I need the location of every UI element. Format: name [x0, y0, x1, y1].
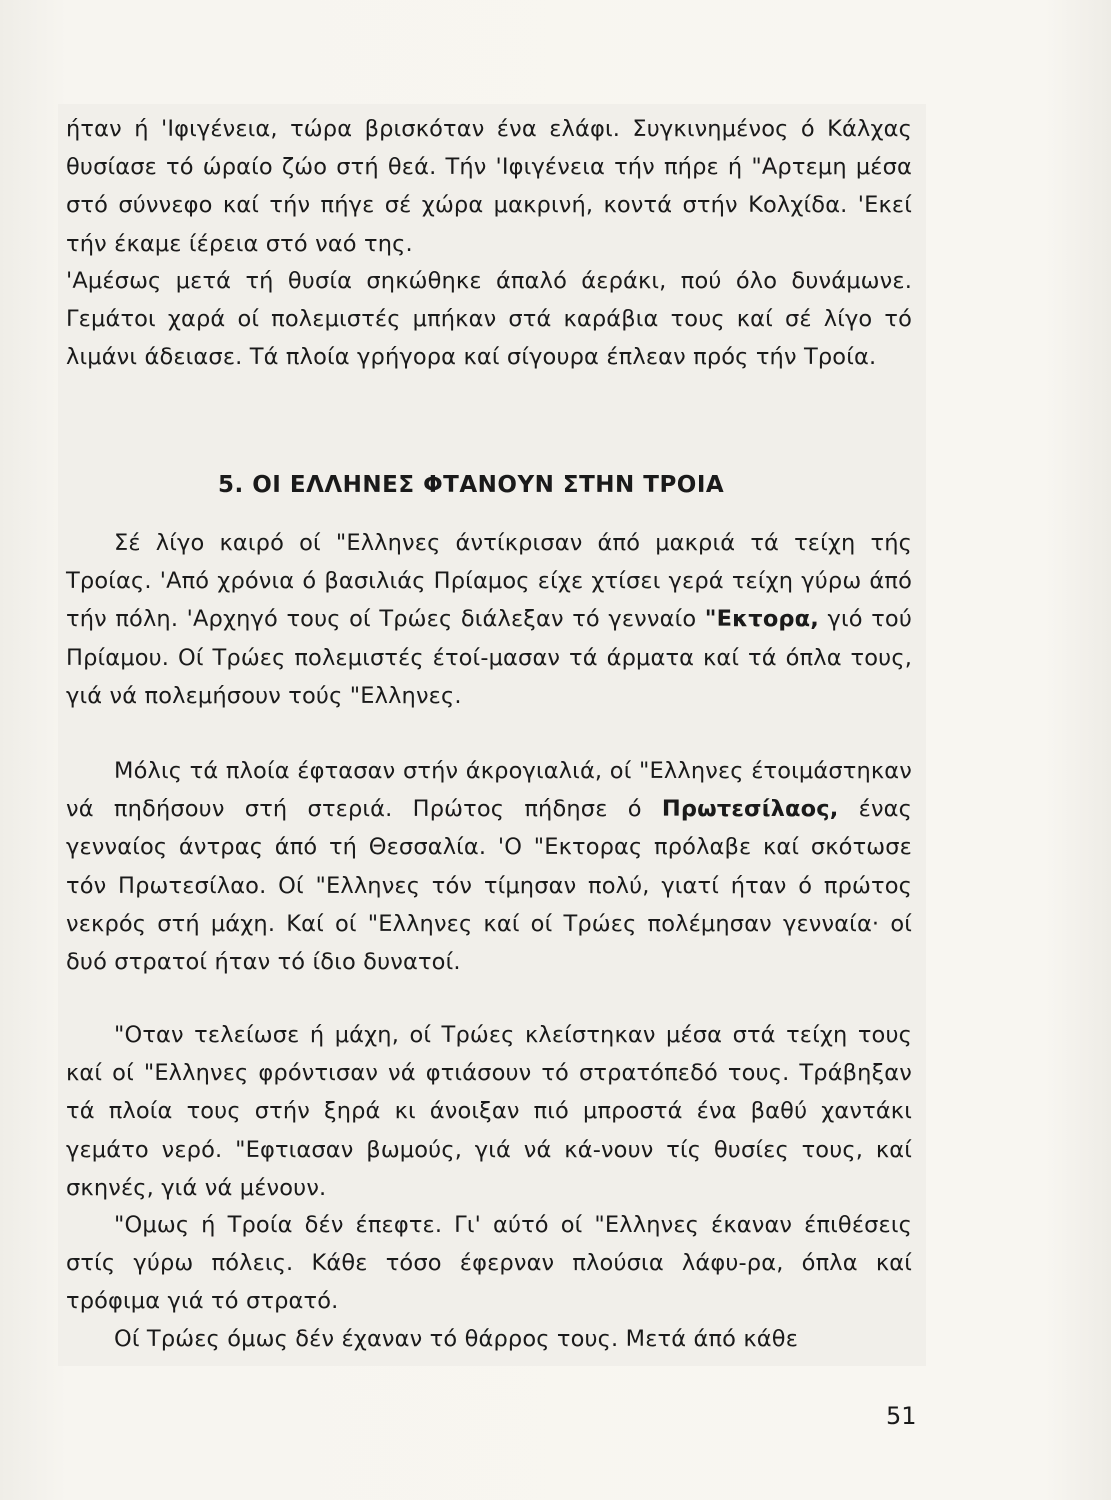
paragraph-5: "Οταν τελείωσε ή μάχη, οί Τρώες κλείστηκαν μέσα στά τείχη τους καί οί "Ελληνες φρόντισαν νά φτιάσουν τό στρατόπεδό τους. Τράβηξαν τά πλοία τους στήν ξηρά κι άνοιξαν πιό μπροστά ένα βαθύ χαντάκι γεμάτο νερό. "Εφτιασαν βωμούς, γιά νά κά-νουν τίς θυσίες τους, καί σκηνές, γιά νά μένουν. [66, 1022, 912, 1201]
paragraph-3-text-a: Σέ λίγο καιρό οί "Ελληνες άντίκρισαν άπό μακριά τά τείχη τής Τροίας. 'Από χρόνια ό βασιλιάς Πρίαμος είχε χτίσει γερά τείχη γύρω άπό τήν πόλη. 'Αρχηγό τους οί Τρώες διάλεξαν τό γενναίο [66, 530, 912, 633]
paragraph-3-text-b: γιό τού Πρίαμου. Οί Τρώες πολεμιστές έτοί-μασαν τά άρματα καί τά όπλα τους, γιά νά πολεμήσουν τούς "Ελληνες. [66, 606, 912, 709]
paragraph-4-text-b: ένας γενναίος άντρας άπό τή Θεσσαλία. 'Ο "Εκτορας πρόλαβε καί σκότωσε τόν Πρωτεσίλαο. Οί "Ελληνες τόν τίμησαν πολύ, γιατί ήταν ό πρώτος νεκρός στή μάχη. Καί οί "Ελληνες καί οί Τρώες πολέμησαν γενναία· οί δυό στρατοί ήταν τό ίδιο δυνατοί. [66, 796, 913, 976]
paragraph-3 [66, 524, 912, 715]
paragraph-7: Οί Τρώες όμως δέν έχαναν τό θάρρος τους. Μετά άπό κάθε [114, 1326, 799, 1352]
section-heading: 5. ΟΙ ΕΛΛΗΝΕΣ ΦΤΑΝΟΥΝ ΣΤΗΝ ΤΡΟΙΑ [218, 472, 725, 498]
paragraph-1: ήταν ή 'Ιφιγένεια, τώρα βρισκόταν ένα ελάφι. Συγκινημένος ό Κάλχας θυσίασε τό ώραίο ζώο στή θεά. Τήν 'Ιφιγένεια τήν πήρε ή "Αρτεμη μέσα στό σύννεφο καί τήν πήγε σέ χώρα μακρινή, κοντά στήν Κολχίδα. 'Εκεί τήν έκαμε ίέρεια στό ναό της. [66, 116, 912, 257]
hector-name: "Εκτορα, [704, 606, 819, 633]
protesilaus-name: Πρωτεσίλαος, [661, 796, 839, 823]
paragraph-6: "Ομως ή Τροία δέν έπεφτε. Γι' αύτό οί "Ελληνες έκαναν έπιθέσεις στίς γύρω πόλεις. Κάθε τόσο έφερναν πλούσια λάφυ-ρα, όπλα καί τρόφιμα γιά τό στρατό. [66, 1212, 912, 1315]
paragraph-4 [66, 752, 912, 981]
paragraph-4-text-a: Μόλις τά πλοία έφτασαν στήν άκρογιαλιά, οί "Ελληνες έτοιμάστηκαν νά πηδήσουν στή στεριά. Πρώτος πήδησε ό [66, 758, 912, 823]
page-number: 51 [886, 1402, 917, 1430]
paragraph-2: 'Αμέσως μετά τή θυσία σηκώθηκε άπαλό άεράκι, πού όλο δυνάμωνε. Γεμάτοι χαρά οί πολεμιστές μπήκαν στά καράβια τους καί σέ λίγο τό λιμάνι άδειασε. Τά πλοία γρήγορα καί σίγουρα έπλεαν πρός τήν Τροία. [66, 268, 912, 371]
